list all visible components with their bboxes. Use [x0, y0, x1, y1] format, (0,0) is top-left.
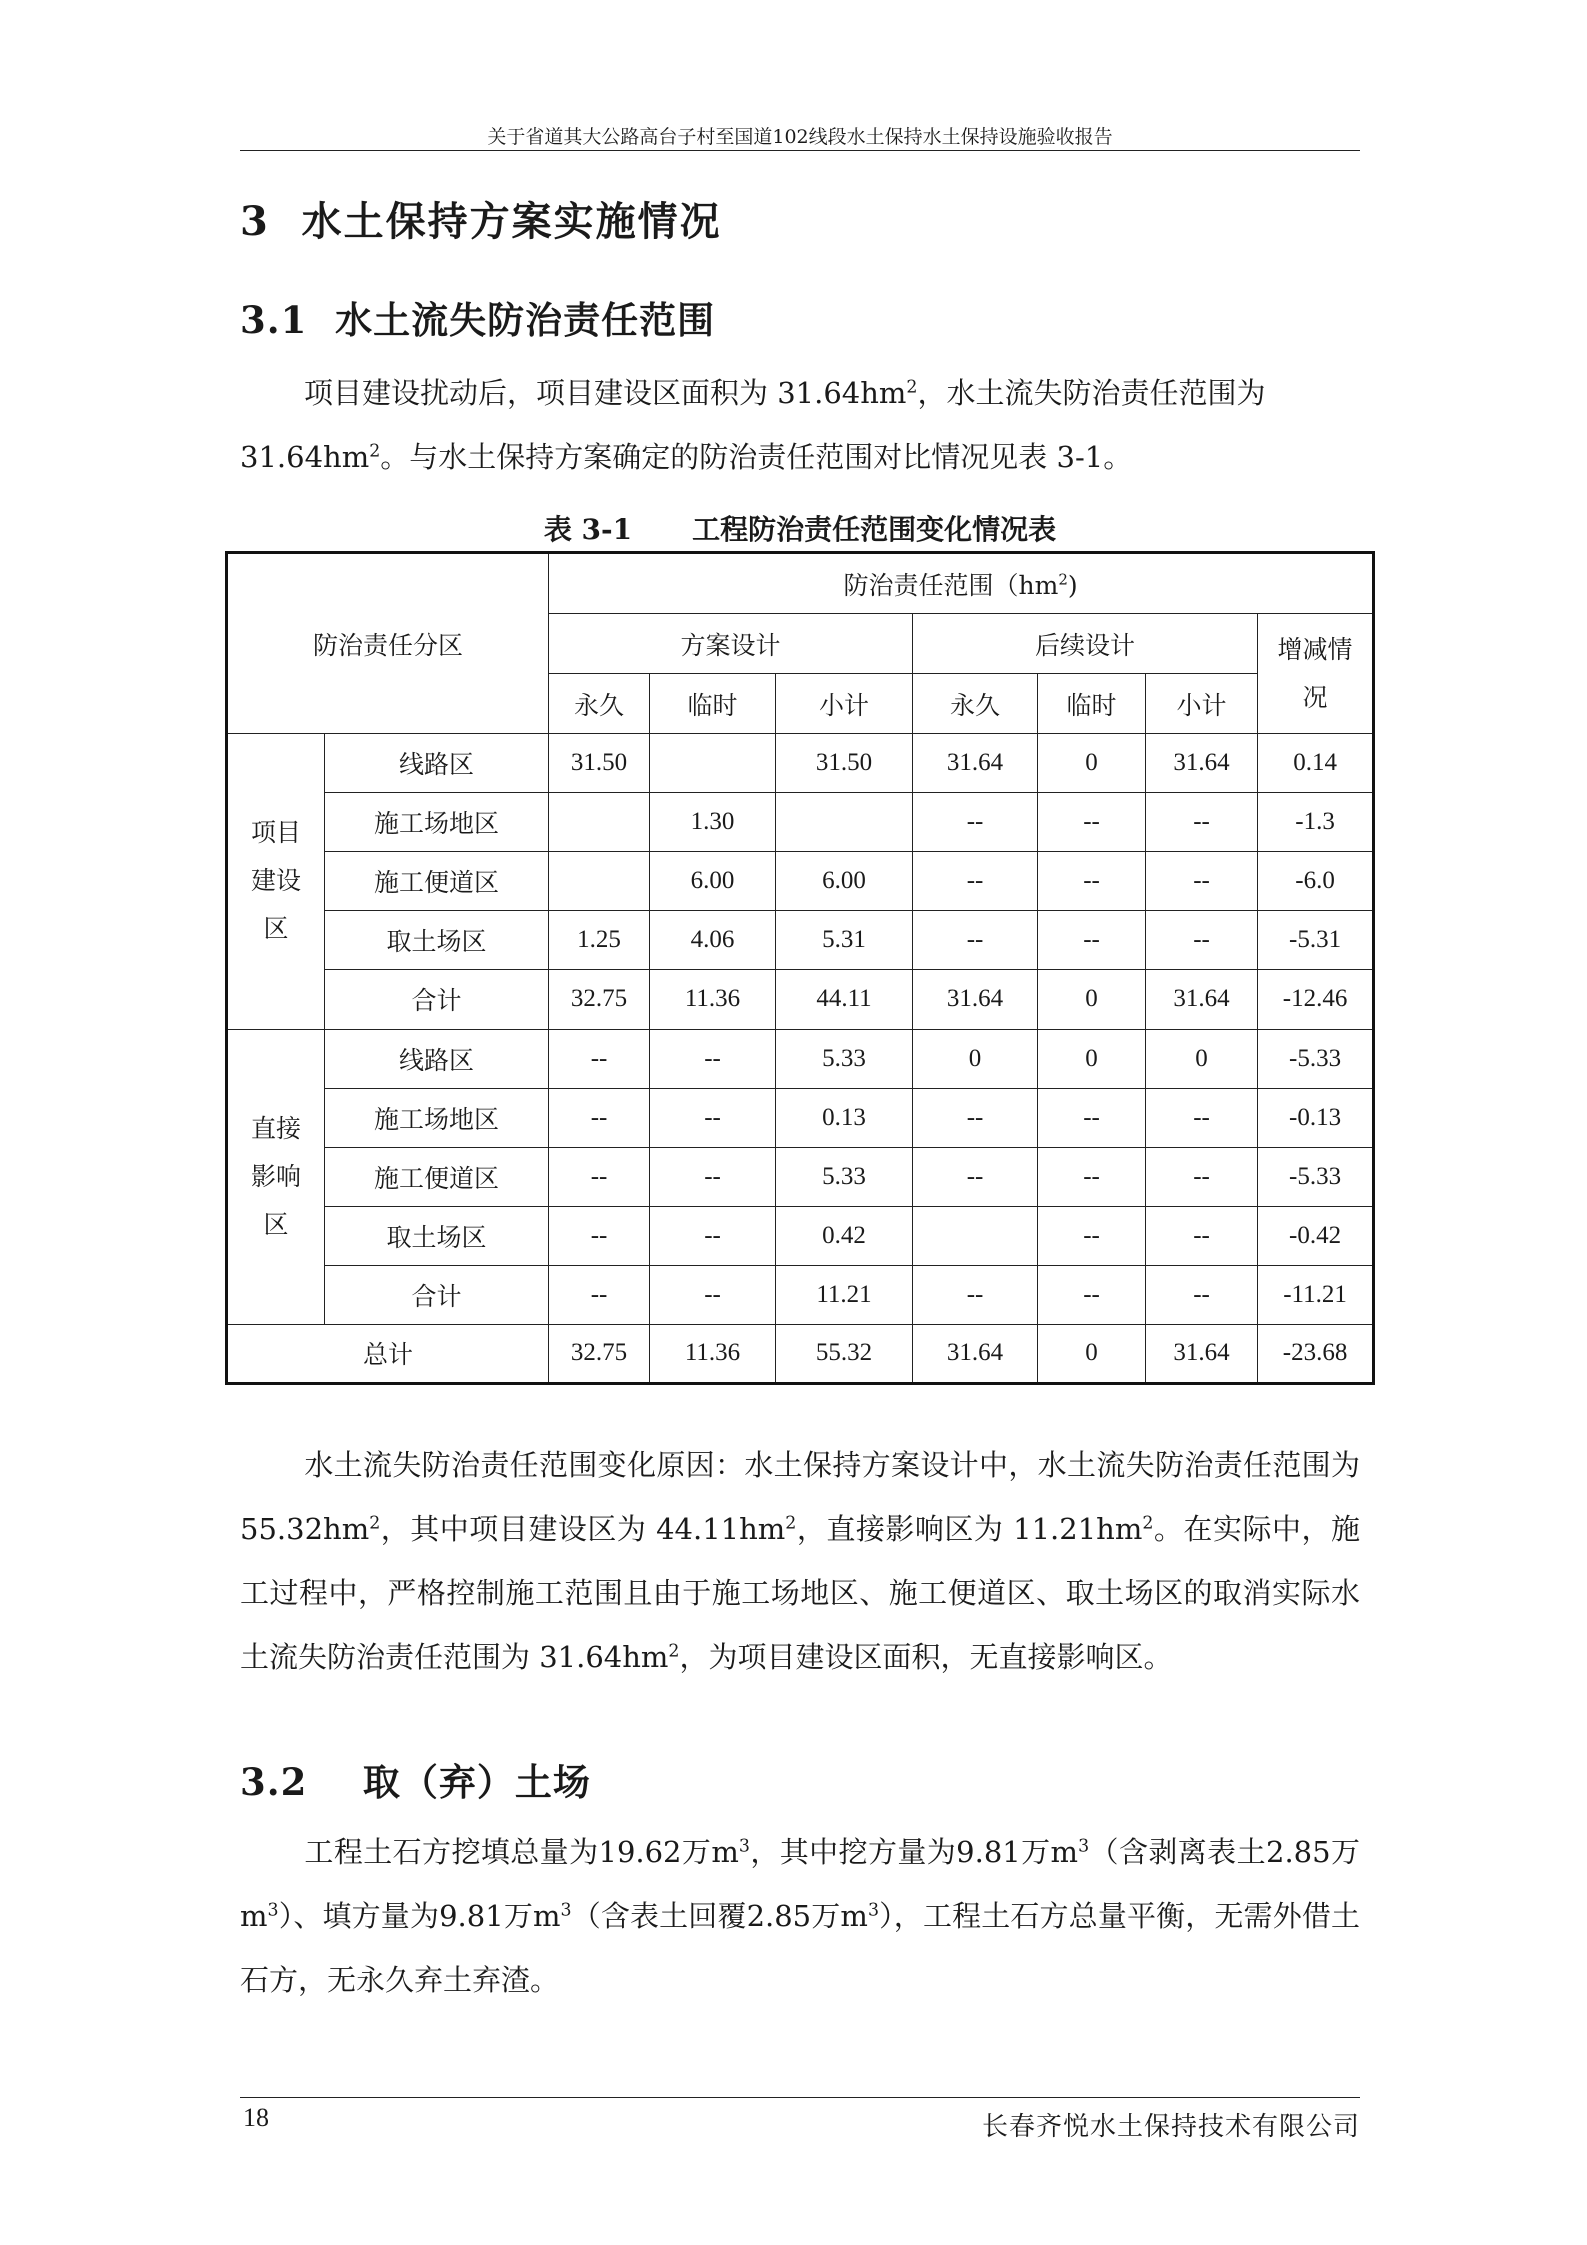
table-cell: --: [913, 911, 1038, 970]
table-cell: 32.75: [549, 1324, 650, 1383]
table-row: [227, 1029, 1374, 1088]
table-row: [227, 793, 1374, 852]
table-cell: 0.14: [1258, 734, 1374, 793]
table-cell: --: [913, 852, 1038, 911]
table-cell: --: [549, 1147, 650, 1206]
table-cell: 0: [1038, 1324, 1146, 1383]
table-cell: --: [1146, 793, 1258, 852]
row-label: 取土场区: [325, 1206, 549, 1265]
table-cell: -5.33: [1258, 1029, 1374, 1088]
row-label: 合计: [325, 970, 549, 1029]
table-cell: 31.64: [913, 970, 1038, 1029]
group-label: 直接影响区: [227, 1029, 325, 1324]
table-title: 工程防治责任范围变化情况表: [692, 513, 1057, 546]
change-reason-paragraph: 水土流失防治责任范围变化原因：水土保持方案设计中，水土流失防治责任范围为 $55.32hm^2$，其中项目建设区为 $44.11hm^2$，直接影响区为 $11.21hm^2$。在实际中，施工过程中，严格控制施工范围且由于施工场地区、施工便道区、取土场区的取消实际水土流失防治责任范围为 $31.64hm^2$，为项目建设区面积，无直接影响区。: [240, 1448, 1360, 1674]
row-label: 取土场区: [325, 911, 549, 970]
table-row: [227, 734, 1374, 793]
row-label: 合计: [325, 1265, 549, 1324]
table-cell: --: [913, 1147, 1038, 1206]
responsibility-scope-table: [225, 551, 1375, 1385]
section-3-heading: 3 水土保持方案实施情况: [240, 198, 722, 245]
table-cell: --: [1146, 1147, 1258, 1206]
table-cell: 6.00: [776, 852, 913, 911]
table-cell: --: [1146, 1088, 1258, 1147]
table-cell: 0: [1038, 970, 1146, 1029]
header-subtotal: 小计: [776, 674, 913, 734]
table-cell: -5.33: [1258, 1147, 1374, 1206]
table-cell: --: [549, 1029, 650, 1088]
table-row: [227, 852, 1374, 911]
table-cell: 1.30: [650, 793, 776, 852]
table-cell: -12.46: [1258, 970, 1374, 1029]
table-cell: -1.3: [1258, 793, 1374, 852]
table-cell: [549, 793, 650, 852]
table-cell: 0.42: [776, 1206, 913, 1265]
section-3-2-heading: 3.2 取（弃）土场: [240, 1760, 591, 1804]
table-cell: --: [1146, 911, 1258, 970]
table-cell: 31.64: [913, 734, 1038, 793]
table-cell: [650, 734, 776, 793]
table-cell: 31.50: [549, 734, 650, 793]
table-cell: 0: [1038, 734, 1146, 793]
table-cell: --: [650, 1265, 776, 1324]
table-cell: -6.0: [1258, 852, 1374, 911]
header-permanent: 永久: [549, 674, 650, 734]
table-cell: --: [1038, 1265, 1146, 1324]
table-cell: --: [1146, 1206, 1258, 1265]
table-cell: --: [549, 1088, 650, 1147]
table-cell: 0: [1038, 1029, 1146, 1088]
table-cell: 11.36: [650, 1324, 776, 1383]
group-label: 项目建设区: [227, 734, 325, 1029]
table-cell: 31.64: [1146, 734, 1258, 793]
table-cell: --: [1038, 911, 1146, 970]
header-divider: [240, 150, 1360, 151]
table-cell: 31.64: [913, 1324, 1038, 1383]
table-cell: 32.75: [549, 970, 650, 1029]
header-temporary: 临时: [650, 674, 776, 734]
header-plan-design: 方案设计: [549, 614, 913, 674]
section-3-1-paragraph: 项目建设扰动后，项目建设区面积为 $31.64hm^2$，水土流失防治责任范围为 $31.64hm^2$。与水土保持方案确定的防治责任范围对比情况见表 3-1。: [240, 376, 1266, 474]
table-cell: --: [1038, 1206, 1146, 1265]
table-cell: 11.36: [650, 970, 776, 1029]
table-cell: --: [1146, 852, 1258, 911]
table-cell: --: [913, 1088, 1038, 1147]
table-row: [227, 911, 1374, 970]
table-cell: 44.11: [776, 970, 913, 1029]
table-cell: --: [1038, 1088, 1146, 1147]
row-label: 施工便道区: [325, 1147, 549, 1206]
table-cell: 4.06: [650, 911, 776, 970]
table-cell: [549, 852, 650, 911]
table-cell: -5.31: [1258, 911, 1374, 970]
table-cell: --: [913, 793, 1038, 852]
table-cell: --: [1038, 793, 1146, 852]
row-label: 施工场地区: [325, 1088, 549, 1147]
table-cell: 0: [913, 1029, 1038, 1088]
table-cell: 31.50: [776, 734, 913, 793]
header-scope: 防治责任范围$(hm^2)$: [549, 553, 1374, 614]
table-cell: --: [1038, 1147, 1146, 1206]
header-zone: 防治责任分区: [227, 553, 549, 734]
total-label: 总计: [227, 1324, 549, 1383]
table-cell: 0.13: [776, 1088, 913, 1147]
table-cell: 6.00: [650, 852, 776, 911]
header-permanent: 永久: [913, 674, 1038, 734]
page-number: 18: [243, 2103, 269, 2132]
header-temporary: 临时: [1038, 674, 1146, 734]
table-cell: 1.25: [549, 911, 650, 970]
section-3-1-heading: 3.1 水土流失防治责任范围: [240, 298, 716, 342]
row-label: 线路区: [325, 734, 549, 793]
table-number: 表 3-1: [543, 513, 633, 546]
table-row: [227, 1206, 1374, 1265]
section-3-2-paragraph: 工程土石方挖填总量为19.62万$m^3$，其中挖方量为9.81万$m^3$（含剥离表土2.85万$m^3$）、填方量为9.81万$m^3$（含表土回覆2.85万$m^3$），工程土石方总量平衡，无需外借土石方，无永久弃土弃渣。: [240, 1835, 1360, 1997]
table-cell: -0.13: [1258, 1088, 1374, 1147]
row-label: 施工便道区: [325, 852, 549, 911]
table-cell: 55.32: [776, 1324, 913, 1383]
table-cell: -0.42: [1258, 1206, 1374, 1265]
table-cell: --: [650, 1029, 776, 1088]
table-cell: --: [650, 1088, 776, 1147]
table-cell: --: [650, 1147, 776, 1206]
table-total-row: [227, 1324, 1374, 1383]
footer-divider: [240, 2097, 1360, 2098]
table-cell: [913, 1206, 1038, 1265]
running-header: 关于省道其大公路高台子村至国道102线段水土保持水土保持设施验收报告: [487, 126, 1113, 148]
table-cell: -11.21: [1258, 1265, 1374, 1324]
table-row: [227, 1147, 1374, 1206]
table-cell: --: [913, 1265, 1038, 1324]
table-cell: 5.33: [776, 1029, 913, 1088]
table-cell: --: [1038, 852, 1146, 911]
table-cell: --: [650, 1206, 776, 1265]
table-cell: 5.33: [776, 1147, 913, 1206]
row-label: 施工场地区: [325, 793, 549, 852]
company-name: 长春齐悦水土保持技术有限公司: [981, 2112, 1360, 2142]
table-cell: 31.64: [1146, 970, 1258, 1029]
header-subtotal: 小计: [1146, 674, 1258, 734]
table-cell: --: [549, 1265, 650, 1324]
table-cell: 11.21: [776, 1265, 913, 1324]
table-cell: 0: [1146, 1029, 1258, 1088]
table-row: [227, 1088, 1374, 1147]
header-change: 增减情况: [1258, 614, 1374, 734]
row-label: 线路区: [325, 1029, 549, 1088]
table-cell: --: [549, 1206, 650, 1265]
table-cell: -23.68: [1258, 1324, 1374, 1383]
table-caption: [240, 508, 1360, 548]
table-row: [227, 1265, 1374, 1324]
table-cell: 5.31: [776, 911, 913, 970]
header-follow-design: 后续设计: [913, 614, 1258, 674]
table-cell: [776, 793, 913, 852]
table-row: [227, 970, 1374, 1029]
table-cell: --: [1146, 1265, 1258, 1324]
table-cell: 31.64: [1146, 1324, 1258, 1383]
